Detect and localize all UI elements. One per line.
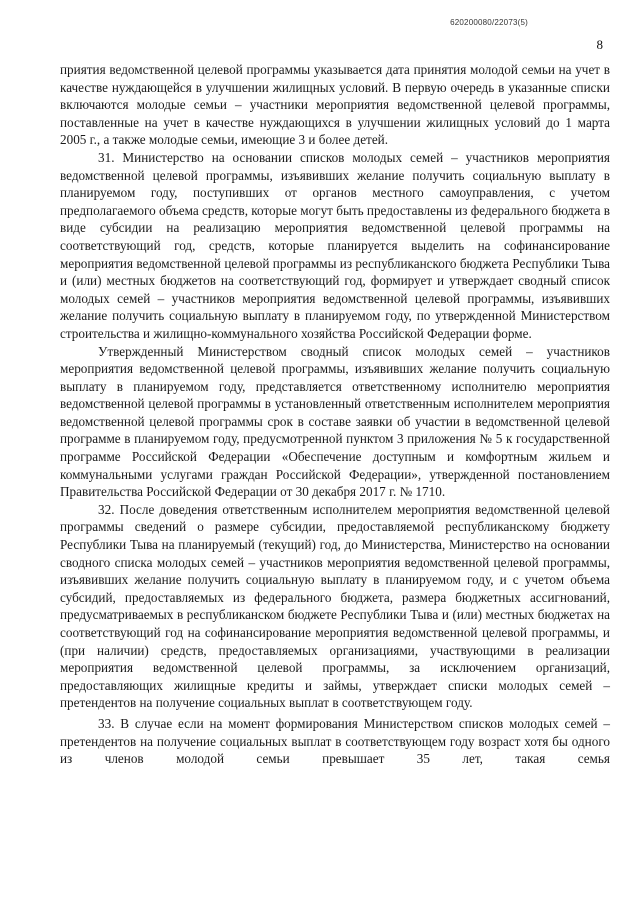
paragraph-item-31: 31. Министерство на основании списков молодых семей – участников мероприятия ведомственной целевой программы, изъявивших желание получить социальную выплату в планируемом году, поступивших от органов местного самоуправления, с учетом предполагаемого объема средств, которые могут быть предоставлены из федерального бюджета в виде субсидии на реализацию мероприятия ведомственной целевой программы на соответствующий год, средств, которые планируется выделить на софинансирование мероприятия ведомственной целевой программы из республиканского бюджета Республики Тыва и (или) местных бюджетов на соответствующий год, формирует и утверждает сводный список молодых семей – участников мероприятия ведомственной целевой программы, изъявивших желание получить социальную выплату в планируемом году, по утвержденной Министерством строительства и жилищно-коммунального хозяйства Российской Федерации форме. — [60, 149, 611, 341]
paragraph-item-33: 33. В случае если на момент формирования Министерством списков молодых семей – претендентов на получение социальных выплат в соответствующем году возраст хотя бы одного из членов молодой семьи превышает 35 лет, такая семья — [60, 715, 610, 767]
paragraph-approved-list: Утвержденный Министерством сводный список молодых семей – участников мероприятия ведомственной целевой программы, изъявивших желание получить социальную выплату в планируемом году, представляется ответственному исполнителю мероприятия ведомственной целевой программы в установленный ответственным исполнителем мероприятия ведомственной целевой программы срок в составе заявки об участии в ведомственной целевой программе в планируемом году, предусмотренной пунктом 3 приложения № 5 к государственной программе Российской Федерации «Обеспечение доступным и комфортным жильем и коммунальными услугами граждан Российской Федерации», утвержденной постановлением Правительства Российской Федерации от 30 декабря 2017 г. № 1710. — [60, 343, 610, 500]
document-body — [60, 61, 610, 768]
paragraph-continuation: приятия ведомственной целевой программы указывается дата принятия молодой семьи на учет в качестве нуждающейся в улучшении жилищных условий. В первую очередь в указанные списки включаются молодые семьи – участники мероприятия ведомственной целевой программы, поставленные на учет в качестве нуждающихся в улучшении жилищных условий до 1 марта 2005 г., а также молодые семьи, имеющие 3 и более детей. — [60, 62, 610, 148]
paragraph-item-32: 32. После доведения ответственным исполнителем мероприятия ведомственной целевой программы сведений о размере субсидии, предоставляемой республиканскому бюджету Республики Тыва на планируемый (текущий) год, до Министерства, Министерство на основании сводного списка молодых семей – участников мероприятия ведомственной целевой программы, изъявивших желание получить социальную выплату в планируемом году, и с учетом объема субсидий, предоставляемых из федерального бюджета, размера бюджетных ассигнований, предусматриваемых в республиканском бюджете Республики Тыва и (или) местных бюджетах на соответствующий год на софинансирование мероприятия ведомственной целевой программы, и (при наличии) средств, предоставляемых организациями, участвующими в реализации мероприятия ведомственной целевой программы, за исключением организаций, предоставляющих жилищные кредиты и займы, утверждает списки молодых семей – претендентов на получение социальных выплат в соответствующем году. — [60, 501, 610, 711]
page-number: 8 — [596, 37, 603, 52]
document-code: 620200080/22073(5) — [450, 18, 528, 27]
